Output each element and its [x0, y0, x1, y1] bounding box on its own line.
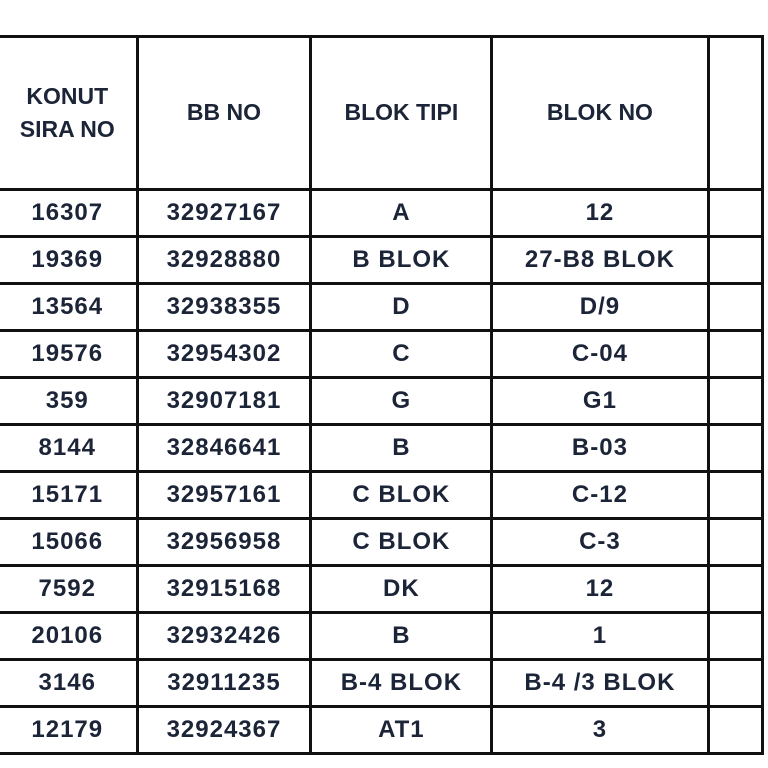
- cell-blok-tipi: B-4 BLOK: [311, 660, 492, 707]
- data-table: [0, 35, 764, 755]
- header-blok-tipi: BLOK TIPI: [311, 37, 492, 190]
- cell-bb-no: 32938355: [137, 284, 311, 331]
- cell-extra: [708, 378, 762, 425]
- cell-extra: [708, 284, 762, 331]
- cell-blok-tipi: D: [311, 284, 492, 331]
- cell-bb-no: 32924367: [137, 707, 311, 754]
- cell-bb-no: 32846641: [137, 425, 311, 472]
- header-row: [0, 37, 763, 190]
- cell-blok-tipi: C BLOK: [311, 472, 492, 519]
- cell-blok-no: B-4 /3 BLOK: [492, 660, 708, 707]
- cell-bb-no: 32956958: [137, 519, 311, 566]
- cell-blok-tipi: B BLOK: [311, 237, 492, 284]
- header-blok-no: BLOK NO: [492, 37, 708, 190]
- table-row: [0, 331, 763, 378]
- cell-blok-no: C-12: [492, 472, 708, 519]
- header-line: SIRA NO: [19, 116, 115, 142]
- cell-konut-sira-no: 13564: [0, 284, 137, 331]
- cell-blok-tipi: B: [311, 425, 492, 472]
- cell-extra: [708, 237, 762, 284]
- table-row: [0, 190, 763, 237]
- cell-blok-tipi: B: [311, 613, 492, 660]
- header-extra: [708, 37, 762, 190]
- cell-extra: [708, 660, 762, 707]
- cell-bb-no: 32915168: [137, 566, 311, 613]
- table-row: [0, 284, 763, 331]
- cell-blok-no: 3: [492, 707, 708, 754]
- cell-blok-no: G1: [492, 378, 708, 425]
- cell-bb-no: 32928880: [137, 237, 311, 284]
- cell-extra: [708, 707, 762, 754]
- cell-extra: [708, 425, 762, 472]
- cell-blok-no: C-3: [492, 519, 708, 566]
- cell-konut-sira-no: 19369: [0, 237, 137, 284]
- cell-blok-no: 12: [492, 566, 708, 613]
- cell-extra: [708, 566, 762, 613]
- table-row: [0, 472, 763, 519]
- cell-extra: [708, 472, 762, 519]
- table-row: [0, 660, 763, 707]
- cell-bb-no: 32932426: [137, 613, 311, 660]
- cell-bb-no: 32957161: [137, 472, 311, 519]
- cell-konut-sira-no: 20106: [0, 613, 137, 660]
- cell-extra: [708, 331, 762, 378]
- table-row: [0, 519, 763, 566]
- cell-blok-no: B-03: [492, 425, 708, 472]
- cell-blok-no: 27-B8 BLOK: [492, 237, 708, 284]
- cell-konut-sira-no: 8144: [0, 425, 137, 472]
- cell-konut-sira-no: 7592: [0, 566, 137, 613]
- cell-konut-sira-no: 359: [0, 378, 137, 425]
- cell-blok-no: 12: [492, 190, 708, 237]
- cell-blok-tipi: DK: [311, 566, 492, 613]
- cell-konut-sira-no: 15171: [0, 472, 137, 519]
- cell-bb-no: 32907181: [137, 378, 311, 425]
- table-row: [0, 566, 763, 613]
- cell-blok-no: C-04: [492, 331, 708, 378]
- header-konut-sira-no: [0, 37, 137, 190]
- table-row: [0, 237, 763, 284]
- cell-blok-tipi: AT1: [311, 707, 492, 754]
- cell-blok-no: D/9: [492, 284, 708, 331]
- header-bb-no: BB NO: [137, 37, 311, 190]
- cell-bb-no: 32911235: [137, 660, 311, 707]
- cell-konut-sira-no: 16307: [0, 190, 137, 237]
- table-row: [0, 378, 763, 425]
- table-row: [0, 707, 763, 754]
- cell-extra: [708, 613, 762, 660]
- header-line: KONUT: [26, 82, 109, 109]
- cell-konut-sira-no: 15066: [0, 519, 137, 566]
- cell-blok-tipi: G: [311, 378, 492, 425]
- table-row: [0, 425, 763, 472]
- cell-extra: [708, 190, 762, 237]
- cell-bb-no: 32954302: [137, 331, 311, 378]
- table-row: [0, 613, 763, 660]
- cell-blok-tipi: C BLOK: [311, 519, 492, 566]
- cell-bb-no: 32927167: [137, 190, 311, 237]
- cell-blok-no: 1: [492, 613, 708, 660]
- cell-konut-sira-no: 19576: [0, 331, 137, 378]
- cell-extra: [708, 519, 762, 566]
- cell-konut-sira-no: 3146: [0, 660, 137, 707]
- cell-blok-tipi: A: [311, 190, 492, 237]
- cell-konut-sira-no: 12179: [0, 707, 137, 754]
- cell-blok-tipi: C: [311, 331, 492, 378]
